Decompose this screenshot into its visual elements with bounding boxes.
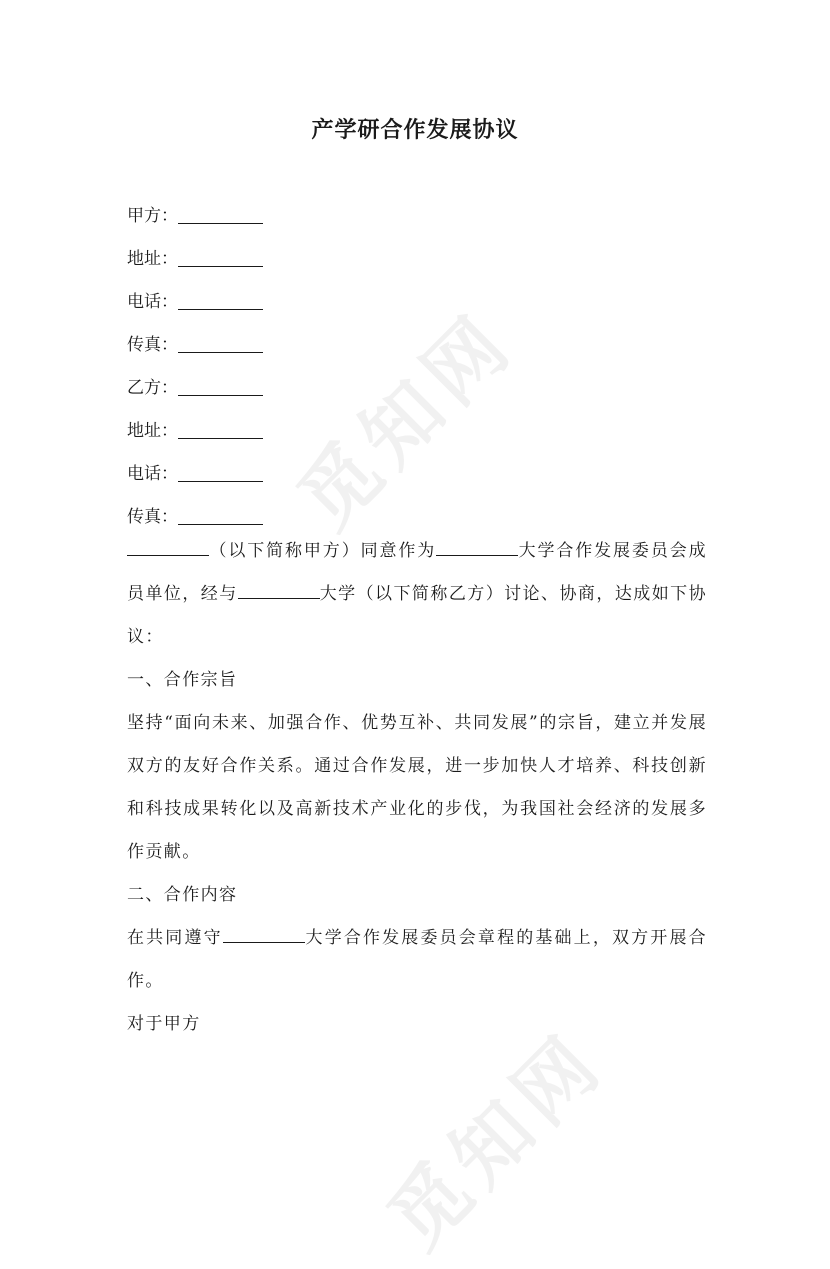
intro-text: 大学合作发展委员会成员单位，经与 — [127, 541, 707, 604]
field-label: 电话： — [127, 292, 178, 312]
fill-in-blank — [178, 375, 263, 396]
fill-in-blank — [223, 922, 305, 943]
field-label: 电话： — [127, 464, 178, 484]
field-label: 传真： — [127, 507, 178, 527]
field-party-a — [127, 187, 263, 230]
fill-in-blank — [178, 418, 263, 439]
section-text: 大学合作发展委员会章程的基础上，双方开展合作。 — [127, 928, 708, 991]
field-phone-a — [127, 273, 263, 316]
subsection-heading: 对于甲方 — [127, 1014, 201, 1034]
watermark: 觅知网 — [371, 1015, 623, 1267]
intro-text: （以下简称甲方）同意作为 — [209, 541, 437, 561]
fill-in-blank — [178, 504, 263, 525]
field-party-b — [127, 359, 263, 402]
field-fax-a — [127, 316, 263, 359]
fill-in-blank — [178, 203, 263, 224]
field-label: 地址： — [127, 249, 178, 269]
field-phone-b — [127, 445, 263, 488]
fill-in-blank — [178, 289, 263, 310]
document-title: 产学研合作发展协议 — [311, 117, 519, 143]
fill-in-blank — [436, 535, 518, 556]
field-label: 乙方： — [127, 378, 178, 398]
fill-in-blank — [178, 461, 263, 482]
field-label: 甲方： — [127, 206, 178, 226]
section-heading: 二、合作内容 — [127, 885, 238, 905]
intro-text: 大学（以下简称乙方）讨论、协商，达成如下协议： — [127, 584, 707, 647]
intro-paragraph — [127, 530, 707, 659]
section-text: 在共同遵守 — [127, 928, 223, 948]
field-label: 传真： — [127, 335, 178, 355]
fill-in-blank — [127, 535, 209, 556]
party-info-fields — [127, 187, 263, 531]
watermark: 觅知网 — [281, 295, 533, 547]
fill-in-blank — [238, 578, 320, 599]
section-heading: 一、合作宗旨 — [127, 670, 238, 690]
fill-in-blank — [178, 332, 263, 353]
agreement-body — [127, 530, 707, 1046]
field-address-b — [127, 402, 263, 445]
field-label: 地址： — [127, 421, 178, 441]
section-paragraph — [127, 917, 707, 1003]
fill-in-blank — [178, 246, 263, 267]
field-fax-b — [127, 488, 263, 531]
field-address-a — [127, 230, 263, 273]
section-paragraph: 坚持“面向未来、加强合作、优势互补、共同发展”的宗旨，建立并发展双方的友好合作关系。通过合作发展，进一步加快人才培养、科技创新和科技成果转化以及高新技术产业化的步伐，为我国社会经济的发展多作贡献。 — [127, 713, 707, 862]
